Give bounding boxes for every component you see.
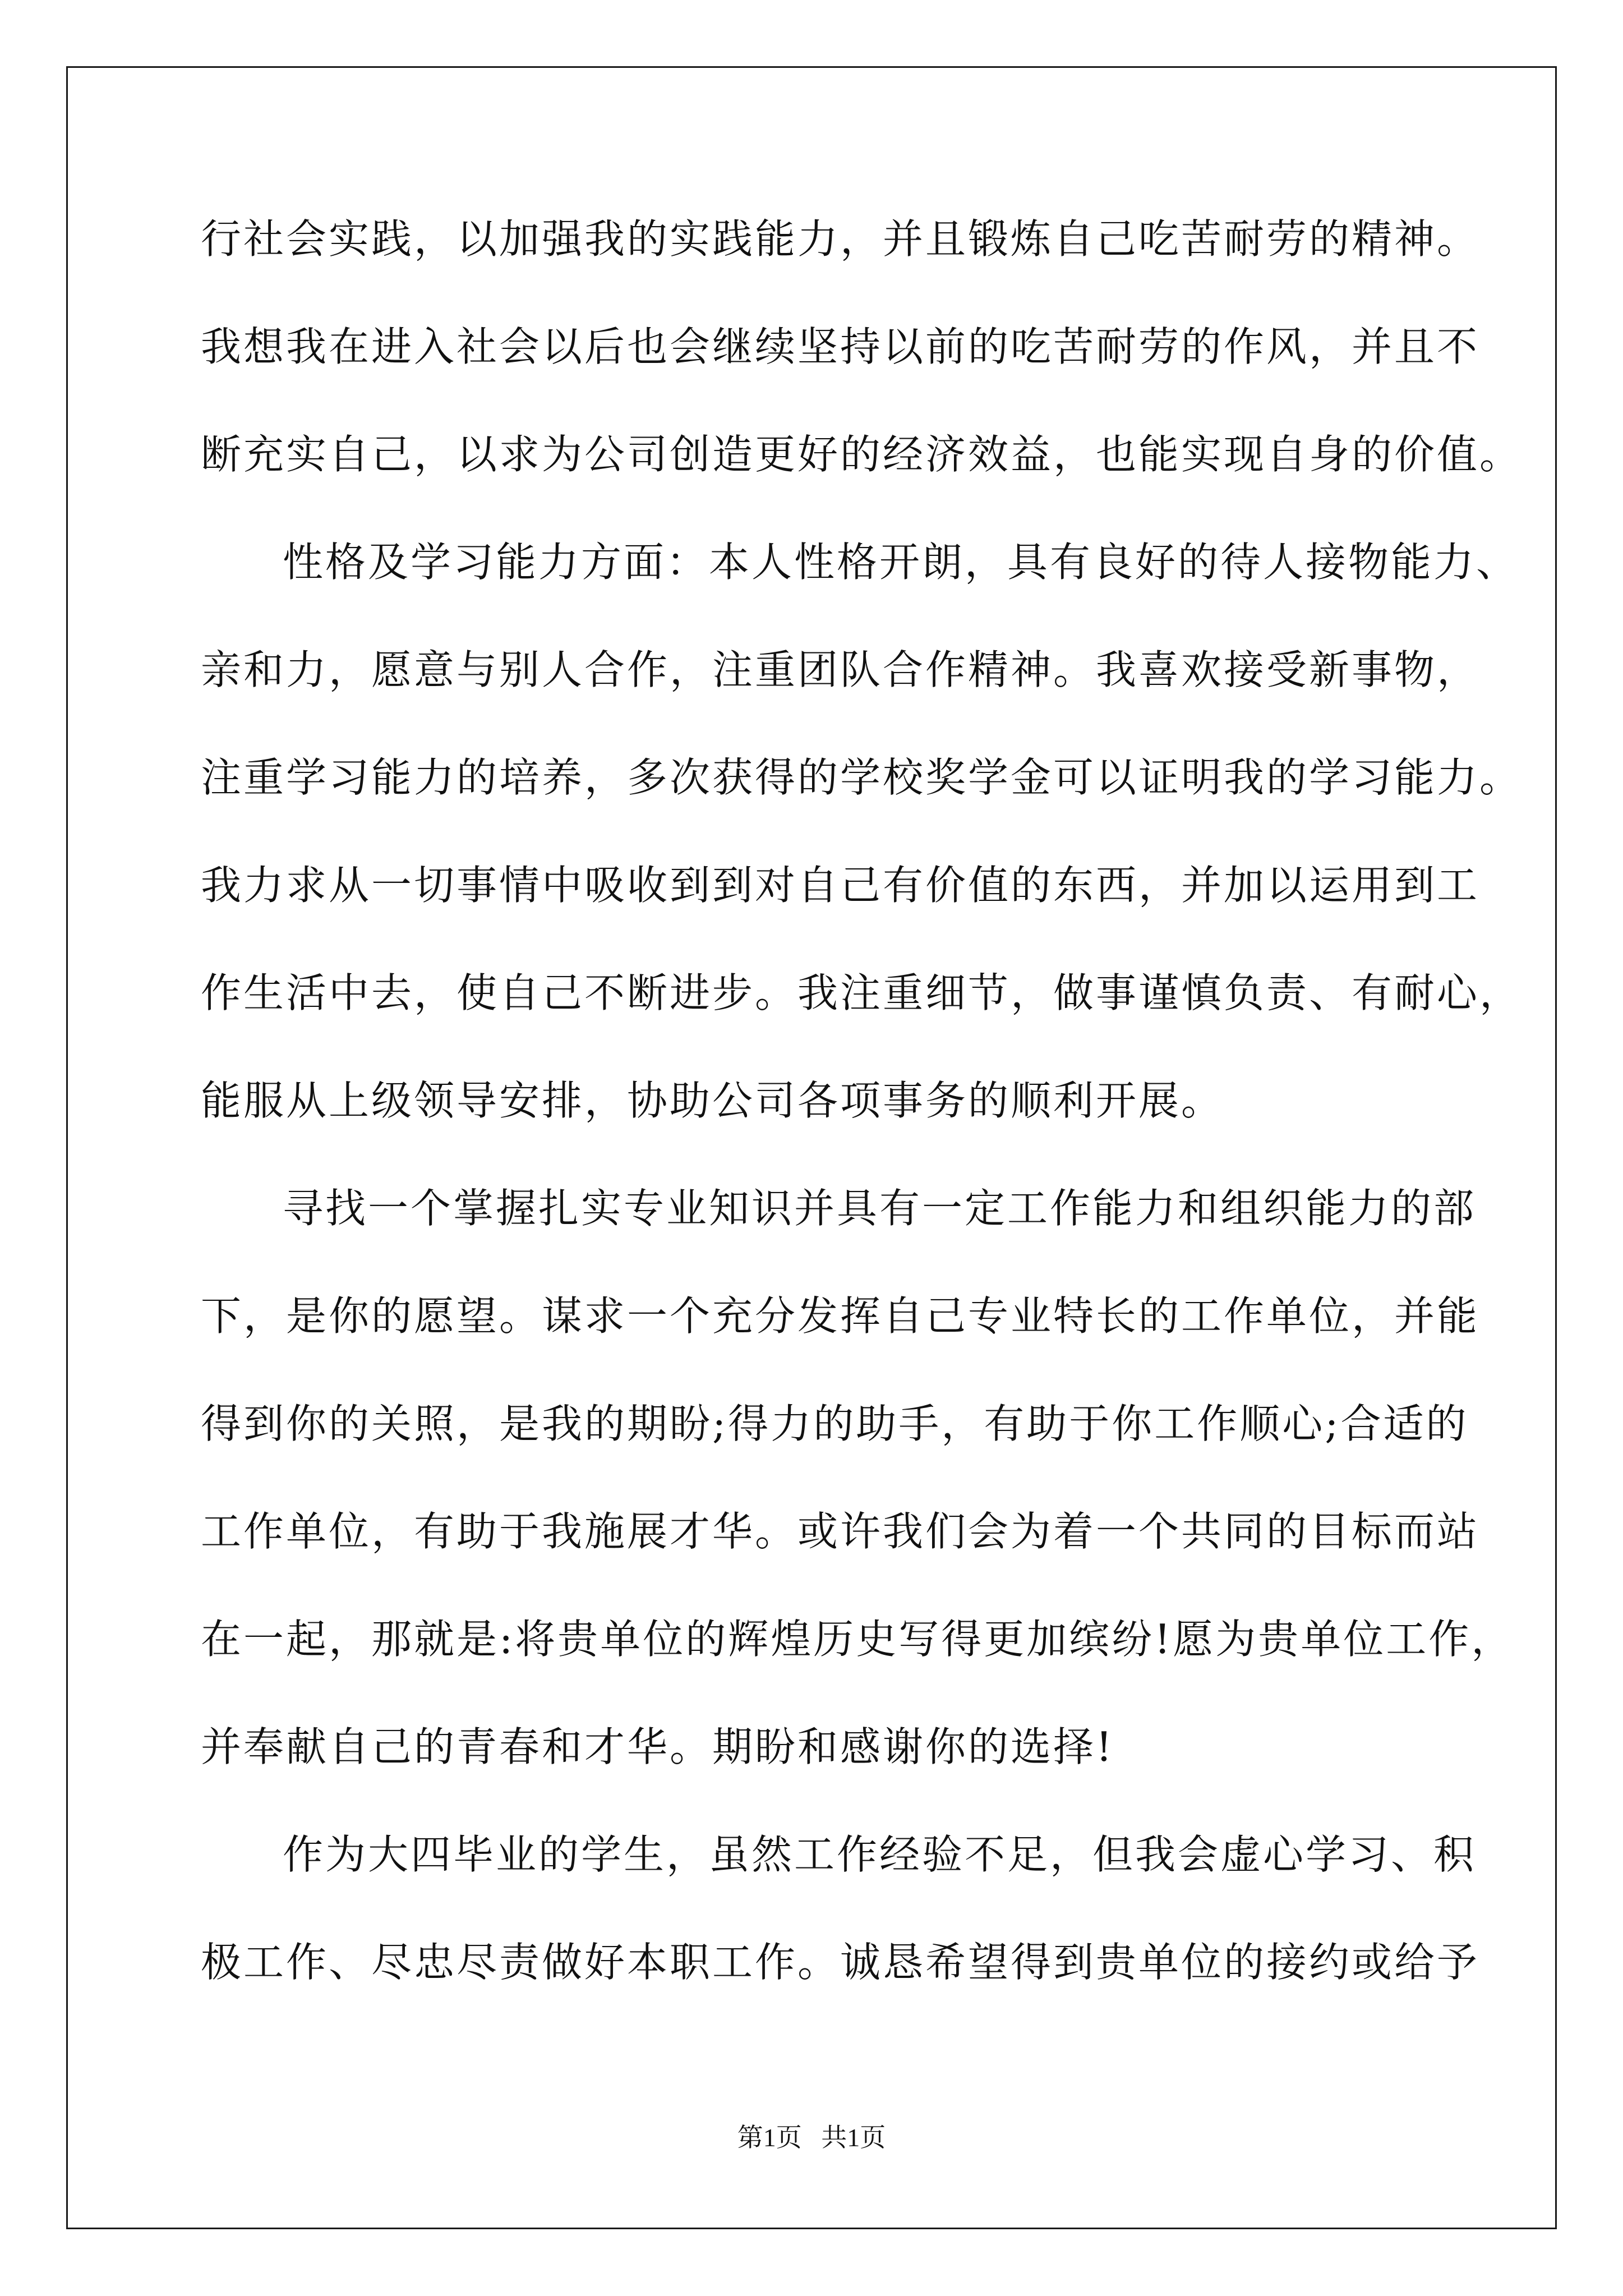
text-line: 得到你的关照，是我的期盼;得力的助手，有助于你工作顺心;合适的: [201, 1400, 1469, 1447]
text-line: 极工作、尽忠尽责做好本职工作。诚恳希望得到贵单位的接约或给予: [201, 1939, 1480, 1986]
text-line: 能服从上级领导安排，协助公司各项事务的顺利开展。: [201, 1077, 1224, 1124]
text-line: 亲和力，愿意与别人合作，注重团队合作精神。我喜欢接受新事物，: [201, 646, 1480, 693]
text-line: 注重学习能力的培养，多次获得的学校奖学金可以证明我的学习能力。: [201, 754, 1523, 801]
text-line: 性格及学习能力方面：本人性格开朗，具有良好的待人接物能力、: [283, 539, 1519, 586]
text-line: 作生活中去，使自己不断进步。我注重细节，做事谨慎负责、有耐心，: [201, 969, 1523, 1016]
document-body: [201, 185, 1523, 2016]
text-line: 行社会实践，以加强我的实践能力，并且锻炼自己吃苦耐劳的精神。: [201, 215, 1480, 263]
text-line: 在一起，那就是:将贵单位的辉煌历史写得更加缤纷!愿为贵单位工作，: [201, 1616, 1514, 1663]
page-total: 共1页: [821, 2123, 886, 2152]
text-line: 寻找一个掌握扎实专业知识并具有一定工作能力和组织能力的部: [283, 1185, 1477, 1232]
text-line: 工作单位，有助于我施展才华。或许我们会为着一个共同的目标而站: [201, 1508, 1480, 1555]
text-line: 我力求从一切事情中吸收到到对自己有价值的东西，并加以运用到工: [201, 862, 1480, 909]
text-line: 下，是你的愿望。谋求一个充分发挥自己专业特长的工作单位，并能: [201, 1292, 1480, 1340]
text-line: 作为大四毕业的学生，虽然工作经验不足，但我会虚心学习、积: [283, 1831, 1477, 1878]
page-footer: [0, 2117, 1623, 2154]
page-number: 第1页: [737, 2123, 802, 2152]
text-line: 断充实自己，以求为公司创造更好的经济效益，也能实现自身的价值。: [201, 431, 1523, 478]
text-line: 并奉献自己的青春和才华。期盼和感谢你的选择!: [201, 1723, 1114, 1770]
text-line: 我想我在进入社会以后也会继续坚持以前的吃苦耐劳的作风，并且不: [201, 323, 1480, 370]
